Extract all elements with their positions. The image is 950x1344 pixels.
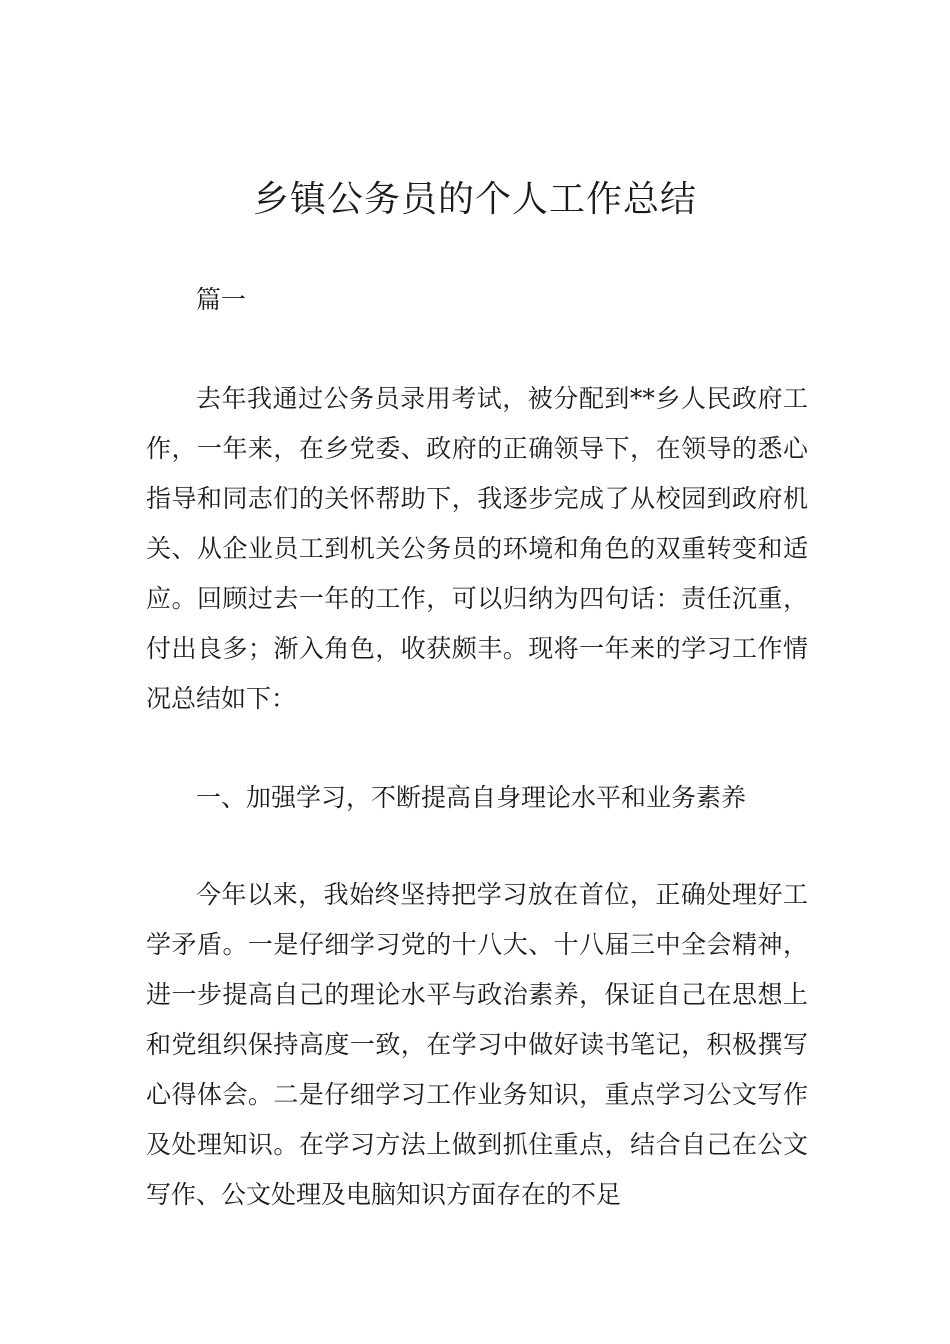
document-title: 乡镇公务员的个人工作总结 <box>252 179 697 220</box>
section-label: 篇一 <box>196 285 247 314</box>
paragraph-intro: 去年我通过公务员录用考试，被分配到**乡人民政府工作，一年来，在乡党委、政府的正确领导下，在领导的悉心指导和同志们的关怀帮助下，我逐步完成了从校园到政府机关、从企业员工到机关公务员的环境和角色的双重转变和适应。回顾过去一年的工作，可以归纳为四句话：责任沉重，付出良多；渐入角色，收获颇丰。现将一年来的学习工作情况总结如下： <box>146 384 808 713</box>
paragraph-study: 今年以来，我始终坚持把学习放在首位，正确处理好工学矛盾。一是仔细学习党的十八大、十八届三中全会精神，进一步提高自己的理论水平与政治素养，保证自己在思想上和党组织保持高度一致，在学习中做好读书笔记，积极撰写心得体会。二是仔细学习工作业务知识，重点学习公文写作及处理知识。在学习方法上做到抓住重点，结合自己在公文写作、公文处理及电脑知识方面存在的不足 <box>146 880 808 1209</box>
section-heading-1: 一、加强学习，不断提高自身理论水平和业务素养 <box>196 783 747 812</box>
